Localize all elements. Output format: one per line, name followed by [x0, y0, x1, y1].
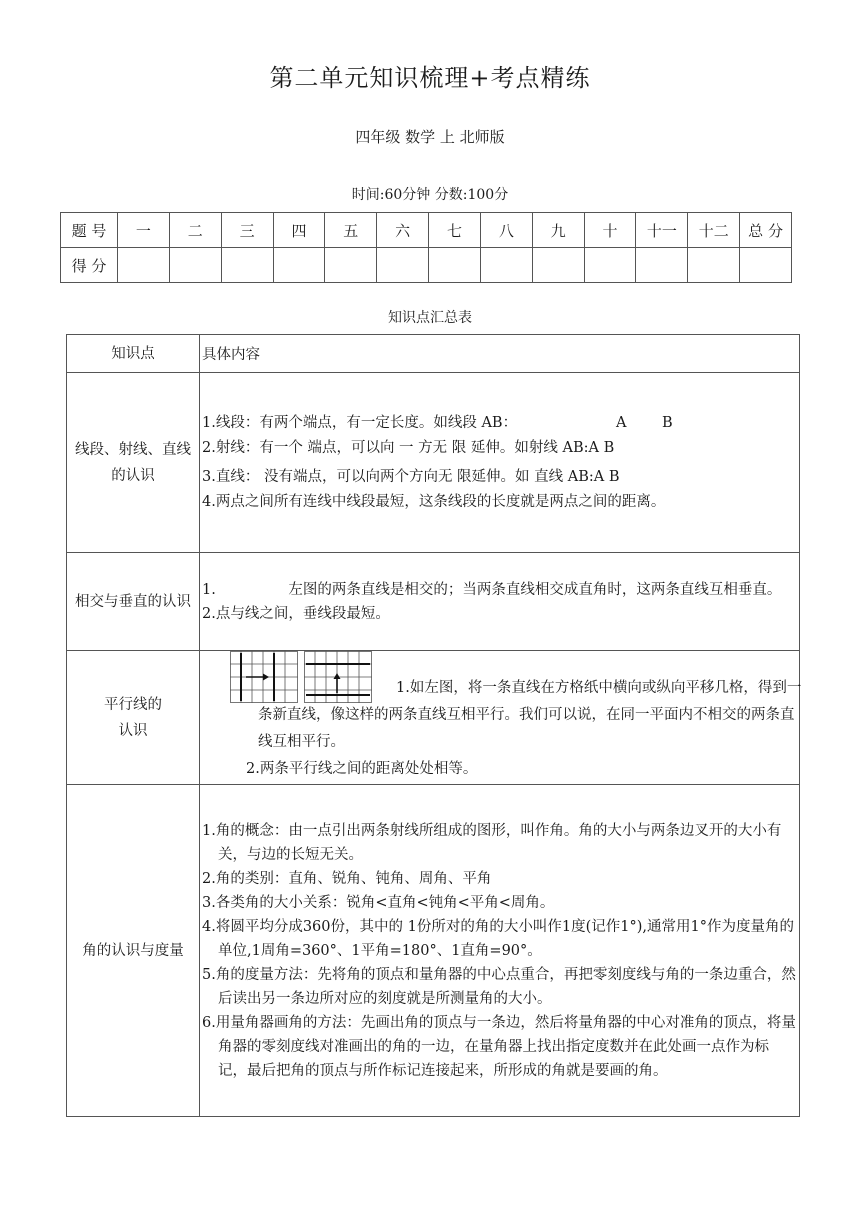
content-line: 1.角的概念：由一点引出两条射线所组成的图形，叫作角。角的大小与两条边叉开的大小有关，与边的长短无关。: [202, 822, 782, 863]
content-line: 1.如左图，将一条直线在方格纸中横向或纵向平移几格，得到一条新直线，像这样的两条直线互相平行。我们可以说，在同一平面内不相交的两条直线互相平行。: [258, 680, 802, 750]
content-line: 3.各类角的大小关系：锐角<直角<钝角<平角<周角。: [202, 894, 555, 911]
content-line: 4.两点之间所有连线中线段最短，这条线段的长度就是两点之间的距离。: [202, 493, 666, 510]
score-cell[interactable]: [429, 248, 481, 283]
score-row-label: 得 分: [61, 248, 118, 283]
score-col: 一: [118, 213, 170, 248]
score-col: 九: [532, 213, 584, 248]
score-cell[interactable]: [636, 248, 688, 283]
page-subtitle: 四年级 数学 上 北师版: [355, 128, 505, 146]
time-score-line: 时间:60分钟 分数:100分: [351, 187, 509, 203]
content-line: 2.点与线之间，垂线段最短。: [202, 605, 390, 622]
score-cell[interactable]: [325, 248, 377, 283]
content-line: 6.用量角器画角的方法：先画出角的顶点与一条边，然后将量角器的中心对准角的顶点，将量角器的零刻度线对准画出的角的一边，在量角器上找出指定度数并在此处画一点作为标记，最后把角的顶点与所作标记连接起来，所形成的角就是要画的角。: [202, 1014, 796, 1079]
content-cell: [200, 373, 800, 553]
content-text: 1.线段：有两个端点，有一定长度。如线段 AB：: [202, 414, 518, 431]
score-cell[interactable]: [169, 248, 221, 283]
score-cell[interactable]: [377, 248, 429, 283]
score-col: 三: [221, 213, 273, 248]
score-col: 四: [273, 213, 325, 248]
topic-cell: [67, 785, 200, 1117]
score-col: 七: [429, 213, 481, 248]
content-cell: [200, 785, 800, 1117]
content-line: 2.角的类别：直角、锐角、钝角、周角、平角: [202, 870, 492, 887]
content-line: [202, 411, 797, 436]
score-cell[interactable]: [740, 248, 792, 283]
score-table-score-row: [61, 248, 792, 283]
knowledge-row-parallel: [67, 651, 800, 785]
score-table-header-row: [61, 213, 792, 248]
topic-label: 相交与垂直的认识: [75, 593, 191, 610]
col-header-topic: 知识点: [67, 335, 200, 373]
knowledge-row-intersect: [67, 553, 800, 651]
score-col: 十一: [636, 213, 688, 248]
topic-cell: [67, 373, 200, 553]
score-col: 五: [325, 213, 377, 248]
content-line: 2.两条平行线之间的距离处处相等。: [246, 761, 478, 777]
content-line: 2.射线：有一个 端点，可以向 一 方无 限 延伸。如射线 AB:A B: [202, 439, 615, 456]
content-cell: [200, 651, 800, 785]
content-line: 1. 左图的两条直线是相交的；当两条直线相交成直角时，这两条直线互相垂直。: [202, 581, 782, 598]
segment-point-a: A: [616, 414, 627, 431]
score-table: [60, 212, 792, 283]
topic-label: 线段、射线、直线的认识: [75, 441, 191, 484]
content-line: 3.直线： 没有端点，可以向两个方向无 限延伸。如 直线 AB:A B: [202, 468, 620, 485]
score-cell[interactable]: [688, 248, 740, 283]
summary-caption: 知识点汇总表: [388, 310, 472, 326]
score-col: 八: [480, 213, 532, 248]
score-col: 十: [584, 213, 636, 248]
page-title: 第二单元知识梳理+考点精练: [269, 64, 591, 92]
score-cell[interactable]: [221, 248, 273, 283]
topic-cell: [67, 553, 200, 651]
topic-cell: [67, 651, 200, 785]
parallel-content: [202, 651, 802, 783]
content-line: 5.角的度量方法：先将角的顶点和量角器的中心点重合，再把零刻度线与角的一条边重合，然后读出另一条边所对应的刻度就是所测量角的大小。: [202, 966, 796, 1007]
score-cell[interactable]: [584, 248, 636, 283]
topic-label: 平行线的认识: [104, 696, 162, 739]
score-col: 二: [169, 213, 221, 248]
knowledge-table: [66, 334, 800, 1117]
topic-label: 角的认识与度量: [82, 942, 184, 959]
score-col: 十二: [688, 213, 740, 248]
content-line: 4.将圆平均分成360份，其中的 1份所对的角的大小叫作1度(记作1°),通常用1°作为度量角的单位,1周角=360°、1平角=180°、1直角=90°。: [202, 918, 794, 959]
score-col: 总 分: [740, 213, 792, 248]
score-cell[interactable]: [532, 248, 584, 283]
score-cell[interactable]: [273, 248, 325, 283]
content-cell: [200, 553, 800, 651]
score-header-label: 题 号: [61, 213, 118, 248]
segment-point-b: B: [662, 414, 673, 431]
score-cell[interactable]: [480, 248, 532, 283]
knowledge-row-angles: [67, 785, 800, 1117]
score-cell[interactable]: [118, 248, 170, 283]
knowledge-table-header-row: [67, 335, 800, 373]
score-col: 六: [377, 213, 429, 248]
col-header-content: 具体内容: [200, 335, 800, 373]
knowledge-row-lines: [67, 373, 800, 553]
